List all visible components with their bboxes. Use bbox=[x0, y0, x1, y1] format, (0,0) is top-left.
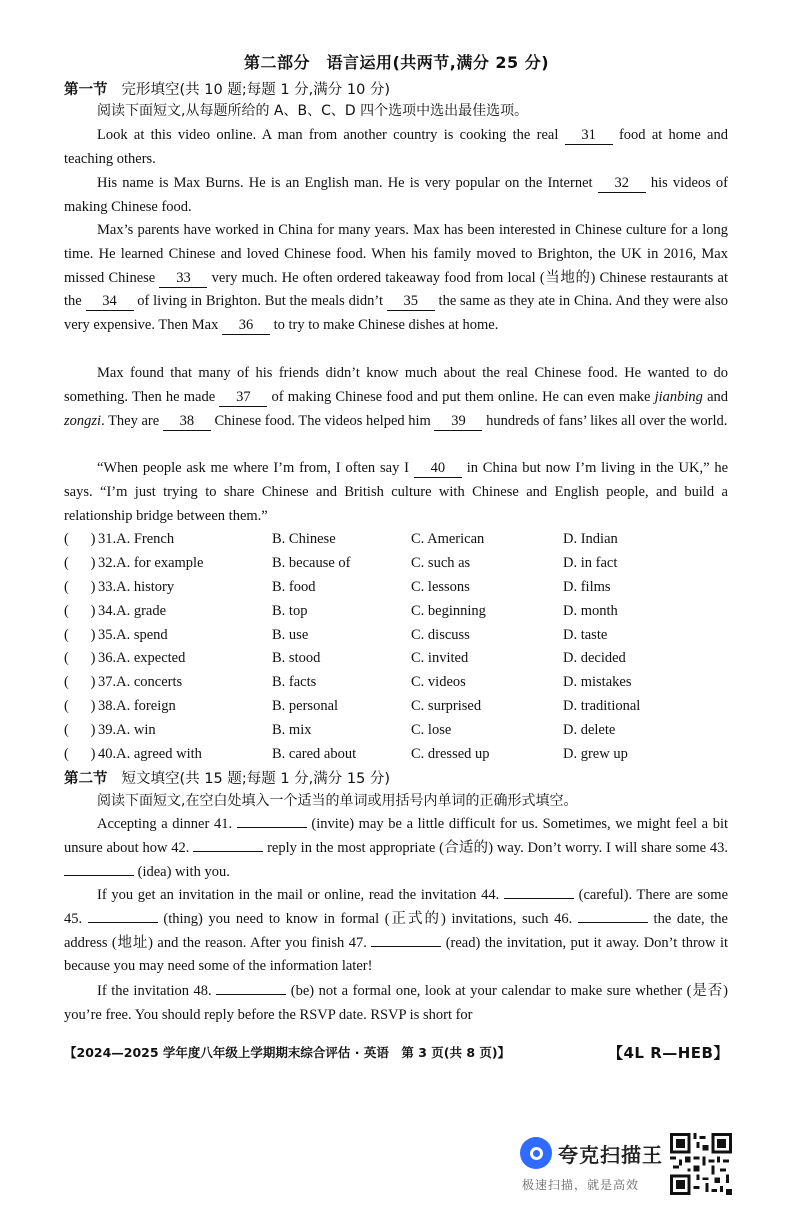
option-c: C. videos bbox=[411, 674, 466, 691]
option-c: C. surprised bbox=[411, 697, 482, 714]
question-number: 31 bbox=[98, 531, 113, 548]
option-b: B. food bbox=[272, 578, 316, 595]
section1-label: 第一节 bbox=[64, 82, 108, 98]
option-c: C. lessons bbox=[411, 578, 470, 595]
option-row bbox=[64, 576, 744, 600]
blank-32: 32 bbox=[598, 174, 646, 193]
option-c: C. American bbox=[411, 531, 485, 548]
option-a-text: A. history bbox=[116, 578, 175, 595]
option-d: D. Indian bbox=[563, 531, 618, 548]
option-d: D. in fact bbox=[563, 555, 618, 572]
option-a: 38.A. foreign bbox=[98, 697, 176, 714]
option-d: D. grew up bbox=[563, 745, 628, 762]
passage-paragraph-2: His name is Max Burns. He is an English man. He is very popular on the Internet 32 his videos of making Chinese food. bbox=[64, 175, 729, 215]
option-a-text: A. spend bbox=[116, 626, 168, 643]
option-a-text: A. agreed with bbox=[116, 745, 202, 762]
answer-paren[interactable]: ( ) bbox=[64, 626, 96, 643]
option-a-text: A. expected bbox=[116, 650, 186, 667]
passage-paragraph-5: “When people ask me where I’m from, I often say I 40 in China but now I’m living in the UK,” he says. “I’m just trying to share Chinese and British culture with Chinese and English people, and build a relationship bridge between them.” bbox=[64, 460, 729, 524]
option-row bbox=[64, 623, 744, 647]
option-a: 39.A. win bbox=[98, 721, 156, 738]
option-c: C. dressed up bbox=[411, 745, 490, 762]
blank-33: 33 bbox=[159, 269, 207, 288]
option-a: 32.A. for example bbox=[98, 555, 204, 572]
footer-code: 【4L R—HEB】 bbox=[607, 1043, 729, 1062]
option-b: B. cared about bbox=[272, 745, 357, 762]
blank-47[interactable] bbox=[371, 946, 441, 947]
option-row bbox=[64, 528, 744, 552]
option-a: 31.A. French bbox=[98, 531, 175, 548]
blank-37: 37 bbox=[219, 388, 267, 407]
blank-34: 34 bbox=[86, 292, 134, 311]
option-row bbox=[64, 742, 744, 766]
option-c: C. beginning bbox=[411, 602, 486, 619]
blank-40: 40 bbox=[414, 459, 462, 478]
answer-paren[interactable]: ( ) bbox=[64, 721, 96, 738]
blank-41[interactable] bbox=[237, 827, 307, 828]
answer-paren[interactable]: ( ) bbox=[64, 697, 96, 714]
question-number: 36 bbox=[98, 650, 113, 667]
option-row bbox=[64, 718, 744, 742]
question-number: 32 bbox=[98, 555, 113, 572]
question-number: 39 bbox=[98, 721, 113, 738]
section2-heading bbox=[64, 767, 390, 788]
option-b: B. top bbox=[272, 602, 308, 619]
blank-39: 39 bbox=[434, 412, 482, 431]
option-b: B. Chinese bbox=[272, 531, 336, 548]
answer-paren[interactable]: ( ) bbox=[64, 745, 96, 762]
option-a-text: A. for example bbox=[116, 555, 204, 572]
blank-42[interactable] bbox=[193, 851, 263, 852]
section2-paragraph-1: Accepting a dinner 41. (invite) may be a little difficult for us. Sometimes, we might feel a bit unsure about how 42. reply in the most appropriate (合适的) way. Don’t worry. I will share some 43. (idea) with you. bbox=[64, 816, 729, 880]
option-row bbox=[64, 671, 744, 695]
blank-46[interactable] bbox=[578, 922, 648, 923]
option-a: 34.A. grade bbox=[98, 602, 167, 619]
option-b: B. because of bbox=[272, 555, 351, 572]
option-a: 33.A. history bbox=[98, 578, 175, 595]
scanner-name: 夸克扫描王 bbox=[558, 1143, 663, 1167]
part-title: 第二部分 语言运用(共两节,满分 25 分) bbox=[243, 53, 550, 72]
option-a-text: A. grade bbox=[116, 602, 167, 619]
section2-paragraph-2: If you get an invitation in the mail or online, read the invitation 44. (careful). There are some 45. (thing) you need to know in formal (正式的) invitations, such 46. the date, the address (地址) and the reason. After you finish 47. (read) the invitation, put it away. Don’t throw it because you may need some of the information later! bbox=[64, 887, 729, 975]
question-number: 37 bbox=[98, 674, 113, 691]
option-a: 35.A. spend bbox=[98, 626, 168, 643]
option-a: 37.A. concerts bbox=[98, 674, 183, 691]
passage-paragraph-3: Max’s parents have worked in China for many years. Max has been interested in Chinese culture for a long time. He learned Chinese and loved Chinese food. When his family moved to Brighton, the UK in 2016, Max missed Chinese 33 very much. He often ordered takeaway food from local (当地的) Chinese restaurants at the 34 of living in Brighton. But the meals didn’t 35 the same as they ate in China. And they were also very expensive. Then Max 36 to try to make Chinese dishes at home. bbox=[64, 222, 729, 334]
answer-paren[interactable]: ( ) bbox=[64, 602, 96, 619]
option-d: D. traditional bbox=[563, 697, 641, 714]
option-b: B. personal bbox=[272, 697, 339, 714]
question-number: 34 bbox=[98, 602, 113, 619]
blank-45[interactable] bbox=[88, 922, 158, 923]
question-number: 40 bbox=[98, 745, 113, 762]
option-b: B. facts bbox=[272, 674, 317, 691]
option-d: D. decided bbox=[563, 650, 626, 667]
blank-48[interactable] bbox=[216, 994, 286, 995]
option-d: D. films bbox=[563, 578, 611, 595]
blank-43[interactable] bbox=[64, 875, 134, 876]
option-a: 40.A. agreed with bbox=[98, 745, 202, 762]
option-row bbox=[64, 647, 744, 671]
option-row bbox=[64, 552, 744, 576]
blank-44[interactable] bbox=[504, 898, 574, 899]
option-a: 36.A. expected bbox=[98, 650, 186, 667]
question-number: 35 bbox=[98, 626, 113, 643]
scanner-watermark bbox=[520, 1137, 670, 1193]
section1-title: 完形填空(共 10 题;每题 1 分,满分 10 分) bbox=[121, 82, 391, 98]
option-c: C. invited bbox=[411, 650, 469, 667]
qr-code-icon bbox=[670, 1133, 732, 1195]
option-c: C. such as bbox=[411, 555, 471, 572]
option-d: D. delete bbox=[563, 721, 616, 738]
page-footer bbox=[64, 1041, 729, 1063]
section2-instruction: 阅读下面短文,在空白处填入一个适当的单词或用括号内单词的正确形式填空。 bbox=[97, 793, 578, 809]
section1-heading bbox=[64, 78, 390, 99]
answer-paren[interactable]: ( ) bbox=[64, 650, 96, 667]
scanner-logo-icon bbox=[520, 1137, 552, 1169]
option-a-text: A. French bbox=[116, 531, 175, 548]
option-b: B. use bbox=[272, 626, 309, 643]
option-a-text: A. win bbox=[116, 721, 156, 738]
section2-title: 短文填空(共 15 题;每题 1 分,满分 15 分) bbox=[121, 771, 391, 787]
option-d: D. mistakes bbox=[563, 674, 632, 691]
answer-paren[interactable]: ( ) bbox=[64, 578, 96, 595]
option-c: C. discuss bbox=[411, 626, 470, 643]
option-a-text: A. concerts bbox=[116, 674, 183, 691]
question-number: 33 bbox=[98, 578, 113, 595]
section2-paragraph-3: If the invitation 48. (be) not a formal one, look at your calendar to make sure whether (是否) you’re free. You should reply before the RSVP date. RSVP is short for bbox=[64, 983, 728, 1023]
blank-36: 36 bbox=[222, 316, 270, 335]
option-row bbox=[64, 695, 744, 719]
options-list bbox=[64, 528, 744, 766]
option-a-text: A. foreign bbox=[116, 697, 176, 714]
answer-paren[interactable]: ( ) bbox=[64, 674, 96, 691]
blank-31: 31 bbox=[565, 126, 613, 145]
blank-35: 35 bbox=[387, 292, 435, 311]
passage-paragraph-1: Look at this video online. A man from another country is cooking the real 31 food at home and teaching others. bbox=[64, 127, 728, 167]
section1-instruction: 阅读下面短文,从每题所给的 A、B、C、D 四个选项中选出最佳选项。 bbox=[97, 103, 529, 119]
answer-paren[interactable]: ( ) bbox=[64, 531, 96, 548]
answer-paren[interactable]: ( ) bbox=[64, 555, 96, 572]
scanner-slogan: 极速扫描，就是高效 bbox=[522, 1178, 640, 1192]
question-number: 38 bbox=[98, 697, 113, 714]
option-b: B. mix bbox=[272, 721, 312, 738]
passage-paragraph-4: Max found that many of his friends didn’t know much about the real Chinese food. He wanted to do something. Then he made 37 of making Chinese food and put them online. He can even make jianbing and zongzi. They are 38 Chinese food. The videos helped him 39 hundreds of fans’ likes all over the world. bbox=[64, 365, 729, 429]
section2-label: 第二节 bbox=[64, 771, 108, 787]
option-c: C. lose bbox=[411, 721, 452, 738]
option-d: D. month bbox=[563, 602, 618, 619]
option-b: B. stood bbox=[272, 650, 321, 667]
blank-38: 38 bbox=[163, 412, 211, 431]
option-d: D. taste bbox=[563, 626, 608, 643]
footer-exam-info: 【2024—2025 学年度八年级上学期期末综合评估 · 英语 第 3 页(共 8 页)】 bbox=[64, 1045, 511, 1060]
option-row bbox=[64, 599, 744, 623]
